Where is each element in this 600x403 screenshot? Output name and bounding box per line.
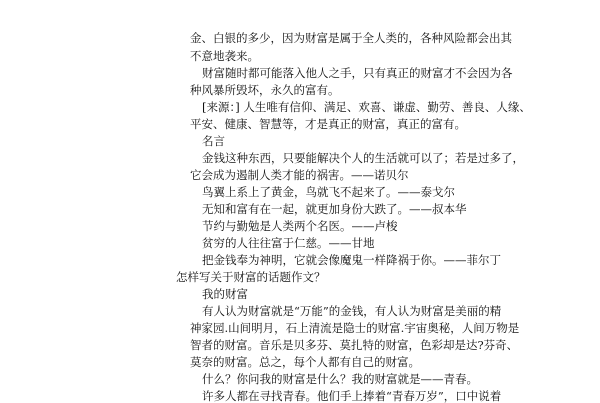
text-line: 种风暴所毁坏，永久的富有。 — [190, 83, 340, 97]
text-line: 金钱这种东西，只要能解决个人的生活就可以了；若是过多了， — [202, 151, 524, 165]
text-line: 金、白银的多少，因为财富是属于全人类的，各种风险都会出其 — [190, 31, 512, 45]
text-line: 许多人都在寻找青春。他们手上捧着“青春万岁”，口中说着 — [202, 389, 502, 403]
text-line: 什么？你问我的财富是什么？我的财富就是——青春。 — [202, 372, 478, 386]
quote-line: 节约与勤勉是人类两个名医。——卢梭 — [202, 219, 398, 233]
text-line: [来源：] 人生唯有信仰、满足、欢喜、谦虚、勤劳、善良、人缘、 — [202, 100, 531, 114]
quote-line: 无知和富有在一起，就更加身份大跌了。——叔本华 — [202, 202, 467, 216]
section-heading: 怎样写关于财富的话题作文？ — [176, 270, 326, 284]
text-line: 有人认为财富就是“万能”的金钱，有人认为财富是美丽的精 — [202, 304, 502, 318]
text-line: 它会成为遏制人类才能的祸害。——诺贝尔 — [190, 168, 409, 182]
quote-line: 鸟翼上系上了黄金，鸟就飞不起来了。——泰戈尔 — [202, 185, 455, 199]
quote-line: 把金钱奉为神明，它就会像魔鬼一样降祸于你。——菲尔丁 — [202, 253, 501, 267]
text-line: 智者的财富。音乐是贝多芬、莫扎特的财富，色彩却是达?芬奇、 — [190, 338, 519, 352]
quote-line: 贫穷的人往往富于仁慈。——甘地 — [202, 236, 375, 250]
text-line: 不意地袭来。 — [190, 49, 259, 63]
section-heading: 名言 — [202, 134, 225, 148]
text-line: 神家园.山间明月，石上清流是隐士的财富.宇宙奥秘，人间万物是 — [190, 321, 520, 335]
text-line: 财富随时都可能落入他人之手，只有真正的财富才不会因为各 — [202, 66, 513, 80]
text-line: 平安、健康、智慧等，才是真正的财富，真正的富有。 — [190, 117, 466, 131]
essay-title: 我的财富 — [202, 287, 248, 301]
text-line: 莫奈的财富。总之，每个人都有自己的财富。 — [190, 355, 420, 369]
